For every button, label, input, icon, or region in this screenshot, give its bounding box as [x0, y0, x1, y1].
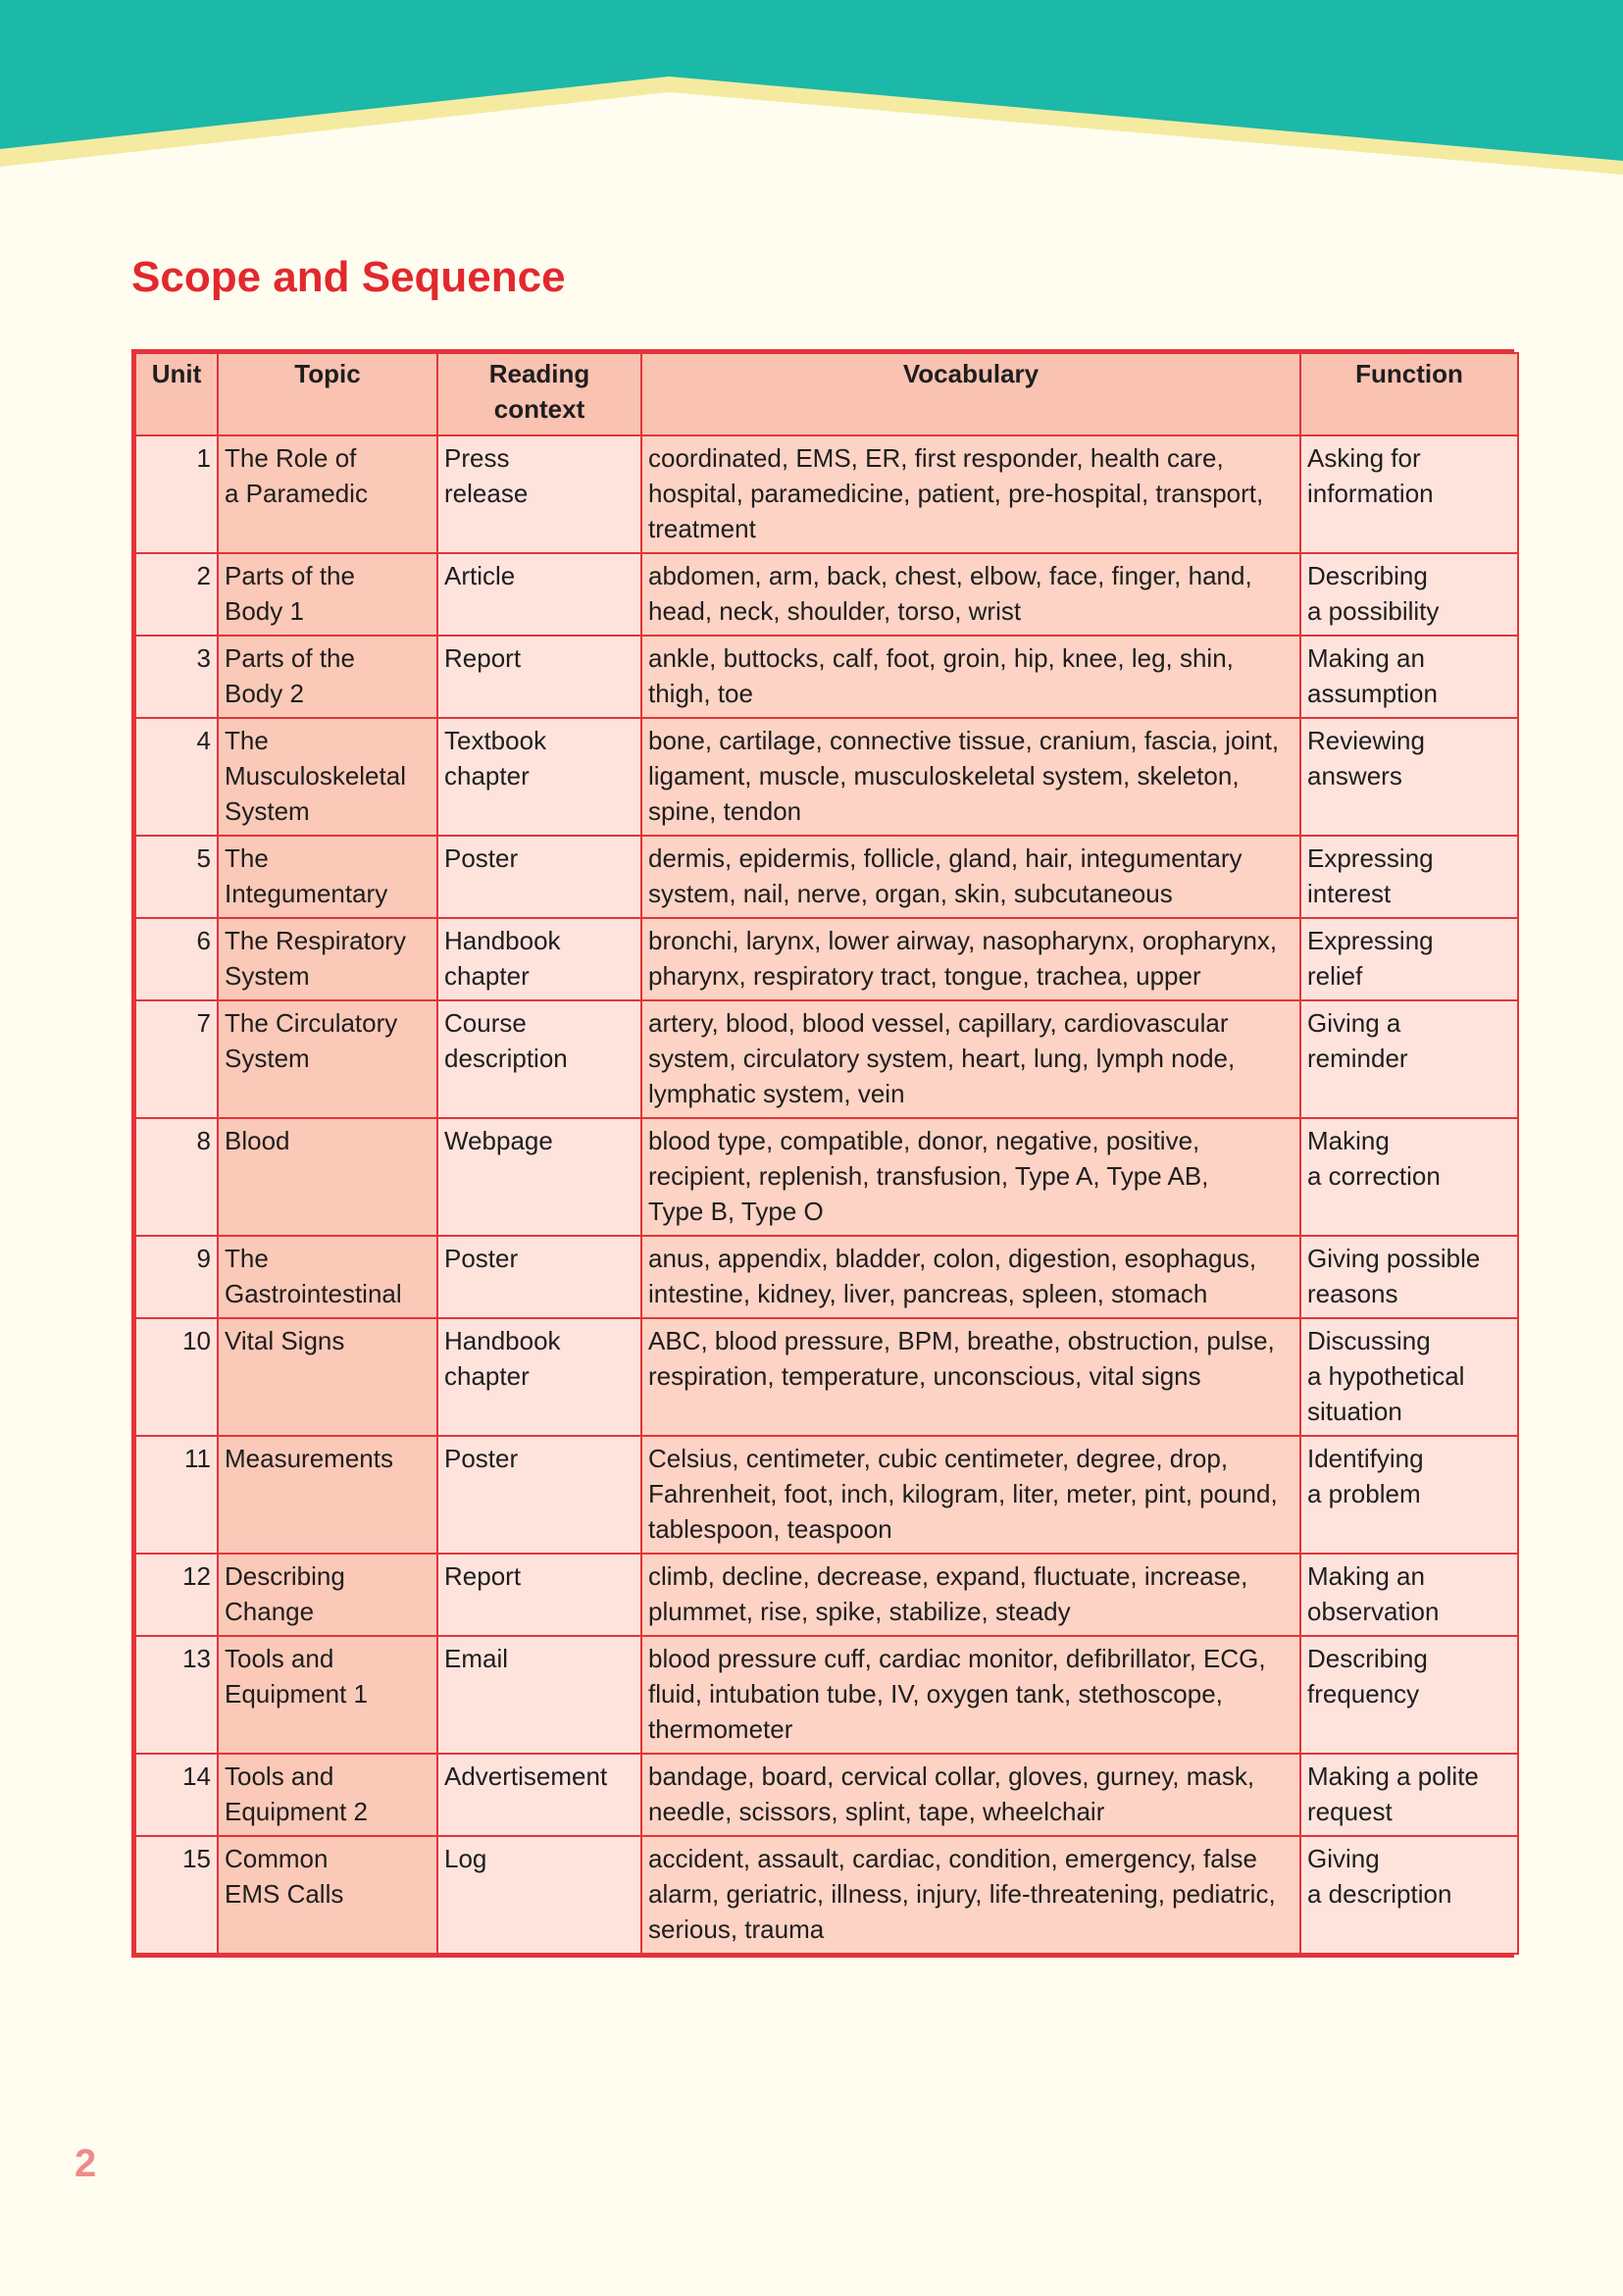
header-band — [0, 0, 1623, 177]
cell-vocab: blood pressure cuff, cardiac monitor, defibrillator, ECG, fluid, intubation tube, IV, oxygen tank, stethoscope, thermometer — [641, 1636, 1300, 1754]
table-row — [135, 435, 1518, 553]
table-row — [135, 1754, 1518, 1836]
cell-func: Reviewing answers — [1300, 718, 1518, 836]
header-unit: Unit — [135, 353, 218, 435]
cell-unit: 7 — [135, 1000, 218, 1118]
cell-vocab: coordinated, EMS, ER, first responder, health care, hospital, paramedicine, patient, pre-hospital, transport, treatment — [641, 435, 1300, 553]
cell-func: Giving a reminder — [1300, 1000, 1518, 1118]
header-function: Function — [1300, 353, 1518, 435]
cell-reading: Poster — [437, 1236, 641, 1318]
cell-func: Identifying a problem — [1300, 1436, 1518, 1554]
table-row — [135, 718, 1518, 836]
header-reading-context: Reading context — [437, 353, 641, 435]
table-row — [135, 836, 1518, 918]
cell-reading: Poster — [437, 1436, 641, 1554]
table-row — [135, 1236, 1518, 1318]
cell-func: Describing a possibility — [1300, 553, 1518, 636]
cell-func: Asking for information — [1300, 435, 1518, 553]
cell-vocab: accident, assault, cardiac, condition, emergency, false alarm, geriatric, illness, injury, life-threatening, pediatric, serious, trauma — [641, 1836, 1300, 1954]
cell-vocab: artery, blood, blood vessel, capillary, cardiovascular system, circulatory system, heart, lung, lymph node, lymphatic system, vein — [641, 1000, 1300, 1118]
cell-unit: 15 — [135, 1836, 218, 1954]
cell-unit: 2 — [135, 553, 218, 636]
cell-reading: Report — [437, 636, 641, 718]
scope-table — [134, 352, 1519, 1955]
cell-vocab: blood type, compatible, donor, negative, positive, recipient, replenish, transfusion, Type A, Type AB, Type B, Type O — [641, 1118, 1300, 1236]
cell-topic: The Respiratory System — [218, 918, 437, 1000]
page-number: 2 — [75, 2142, 97, 2185]
cell-func: Making a correction — [1300, 1118, 1518, 1236]
cell-reading: Report — [437, 1554, 641, 1636]
table-row — [135, 636, 1518, 718]
cell-topic: Vital Signs — [218, 1318, 437, 1436]
cell-reading: Handbook chapter — [437, 1318, 641, 1436]
cell-vocab: anus, appendix, bladder, colon, digestion, esophagus, intestine, kidney, liver, pancreas, spleen, stomach — [641, 1236, 1300, 1318]
cell-unit: 6 — [135, 918, 218, 1000]
cell-vocab: dermis, epidermis, follicle, gland, hair, integumentary system, nail, nerve, organ, skin, subcutaneous — [641, 836, 1300, 918]
cell-unit: 14 — [135, 1754, 218, 1836]
cell-unit: 11 — [135, 1436, 218, 1554]
cell-topic: The Circulatory System — [218, 1000, 437, 1118]
cell-reading: Textbook chapter — [437, 718, 641, 836]
table-row — [135, 1836, 1518, 1954]
table-row — [135, 1000, 1518, 1118]
cell-func: Making an assumption — [1300, 636, 1518, 718]
cell-vocab: bone, cartilage, connective tissue, cranium, fascia, joint, ligament, muscle, musculoskeletal system, skeleton, spine, tendon — [641, 718, 1300, 836]
cell-func: Describing frequency — [1300, 1636, 1518, 1754]
cell-unit: 8 — [135, 1118, 218, 1236]
table-row — [135, 1636, 1518, 1754]
cell-topic: Common EMS Calls — [218, 1836, 437, 1954]
cell-func: Making a polite request — [1300, 1754, 1518, 1836]
cell-unit: 12 — [135, 1554, 218, 1636]
cell-topic: Describing Change — [218, 1554, 437, 1636]
cell-topic: The Role of a Paramedic — [218, 435, 437, 553]
cell-unit: 1 — [135, 435, 218, 553]
cell-topic: The Integumentary — [218, 836, 437, 918]
cell-unit: 9 — [135, 1236, 218, 1318]
table-row — [135, 1118, 1518, 1236]
cell-func: Expressing interest — [1300, 836, 1518, 918]
cell-topic: Tools and Equipment 2 — [218, 1754, 437, 1836]
cell-vocab: bronchi, larynx, lower airway, nasopharynx, oropharynx, pharynx, respiratory tract, tongue, trachea, upper — [641, 918, 1300, 1000]
cell-vocab: Celsius, centimeter, cubic centimeter, degree, drop, Fahrenheit, foot, inch, kilogram, liter, meter, pint, pound, tablespoon, teaspoon — [641, 1436, 1300, 1554]
cell-topic: Parts of the Body 1 — [218, 553, 437, 636]
table-row — [135, 553, 1518, 636]
cell-unit: 5 — [135, 836, 218, 918]
cell-topic: Tools and Equipment 1 — [218, 1636, 437, 1754]
header-topic: Topic — [218, 353, 437, 435]
cell-topic: Parts of the Body 2 — [218, 636, 437, 718]
cell-unit: 4 — [135, 718, 218, 836]
cell-func: Discussing a hypothetical situation — [1300, 1318, 1518, 1436]
cell-vocab: ABC, blood pressure, BPM, breathe, obstruction, pulse, respiration, temperature, unconscious, vital signs — [641, 1318, 1300, 1436]
cell-reading: Email — [437, 1636, 641, 1754]
cell-vocab: ankle, buttocks, calf, foot, groin, hip, knee, leg, shin, thigh, toe — [641, 636, 1300, 718]
table-row — [135, 1318, 1518, 1436]
cell-topic: Measurements — [218, 1436, 437, 1554]
cell-func: Giving a description — [1300, 1836, 1518, 1954]
cell-topic: The Musculoskeletal System — [218, 718, 437, 836]
cell-topic: The Gastrointestinal — [218, 1236, 437, 1318]
table-body — [135, 435, 1518, 1954]
cell-reading: Poster — [437, 836, 641, 918]
table-row — [135, 918, 1518, 1000]
cell-reading: Article — [437, 553, 641, 636]
table-row — [135, 1436, 1518, 1554]
cell-func: Making an observation — [1300, 1554, 1518, 1636]
table-header-row — [135, 353, 1518, 435]
cell-topic: Blood — [218, 1118, 437, 1236]
cell-reading: Advertisement — [437, 1754, 641, 1836]
cell-reading: Webpage — [437, 1118, 641, 1236]
cell-reading: Handbook chapter — [437, 918, 641, 1000]
cell-reading: Course description — [437, 1000, 641, 1118]
cell-unit: 13 — [135, 1636, 218, 1754]
scope-table-frame — [131, 349, 1514, 1958]
cell-vocab: bandage, board, cervical collar, gloves, gurney, mask, needle, scissors, splint, tape, wheelchair — [641, 1754, 1300, 1836]
cell-func: Expressing relief — [1300, 918, 1518, 1000]
cell-vocab: abdomen, arm, back, chest, elbow, face, finger, hand, head, neck, shoulder, torso, wrist — [641, 553, 1300, 636]
cell-reading: Log — [437, 1836, 641, 1954]
table-row — [135, 1554, 1518, 1636]
cell-vocab: climb, decline, decrease, expand, fluctuate, increase, plummet, rise, spike, stabilize, steady — [641, 1554, 1300, 1636]
cell-unit: 10 — [135, 1318, 218, 1436]
cell-func: Giving possible reasons — [1300, 1236, 1518, 1318]
cell-unit: 3 — [135, 636, 218, 718]
cell-reading: Press release — [437, 435, 641, 553]
header-vocabulary: Vocabulary — [641, 353, 1300, 435]
page-title: Scope and Sequence — [131, 253, 566, 301]
